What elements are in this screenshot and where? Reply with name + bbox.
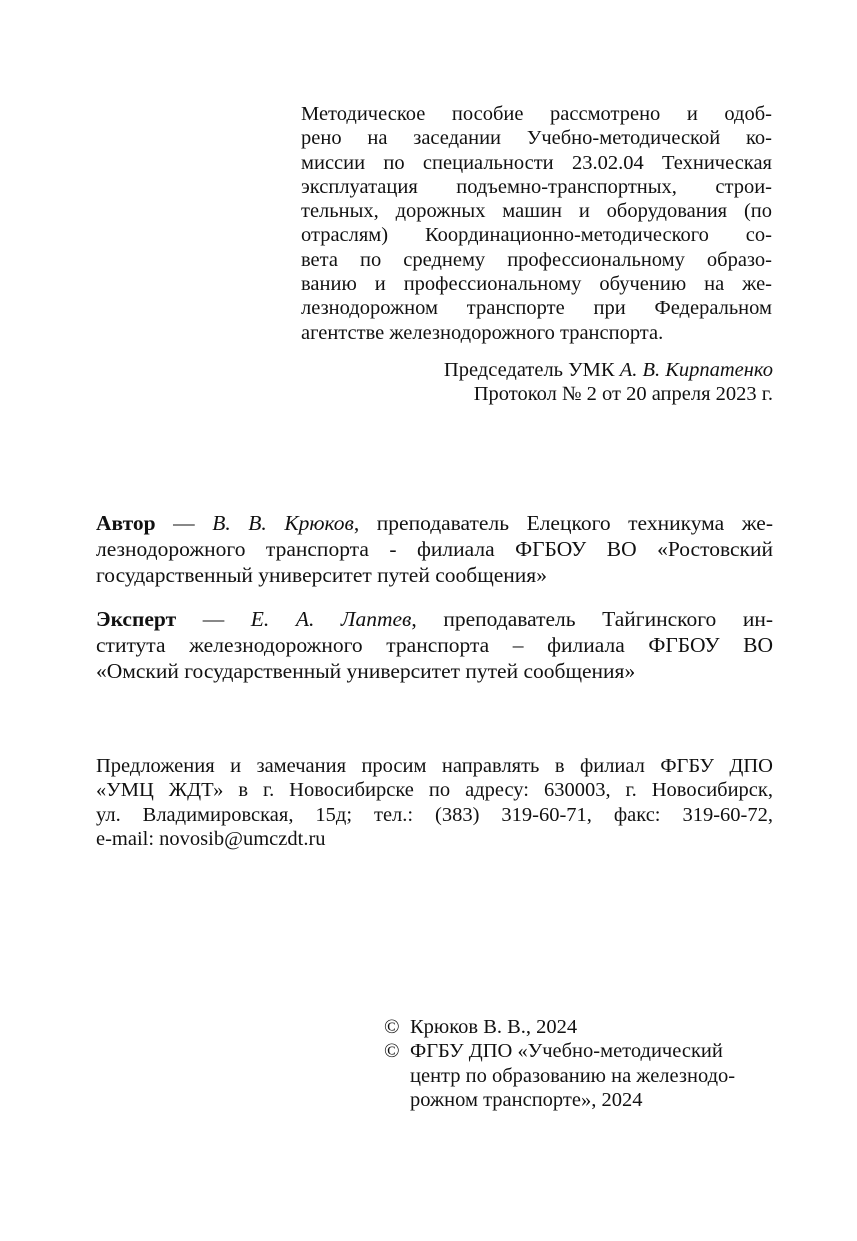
protocol-line: Протокол № 2 от 20 апреля 2023 г. (473, 383, 773, 406)
expert-paragraph (96, 606, 773, 684)
approval-line: миссии по специальности 23.02.04 Техническая (301, 151, 772, 174)
feedback-line: ул. Владимировская, 15д; тел.: (383) 319-60-71, факс: 319-60-72, (96, 803, 773, 826)
author-line: государственный университет путей сообщения» (96, 563, 547, 587)
expert-line: «Омский государственный университет путей сообщения» (96, 659, 636, 683)
approval-line: вета по среднему профессиональному образо- (301, 248, 772, 271)
approval-line: Методическое пособие рассмотрено и одоб- (301, 103, 772, 125)
chairman-line (301, 358, 773, 382)
copyright-publisher-continued: рожном транспорте», 2024 (410, 1088, 643, 1111)
author-line (96, 510, 773, 536)
approval-line: отраслям) Координационно-методического со- (301, 224, 772, 247)
copyright-block (384, 1015, 774, 1112)
approval-paragraph (301, 102, 772, 345)
copyright-publisher-continued: центр по образованию на железнодо- (410, 1064, 736, 1087)
approval-line: лезнодорожном транспорте при Федеральном (301, 297, 772, 320)
feedback-paragraph (96, 754, 773, 851)
author-dash: — (155, 511, 213, 535)
feedback-line: Предложения и замечания просим направлять в филиал ФГБУ ДПО (96, 755, 773, 777)
expert-line: ститута железнодорожного транспорта – филиала ФГБОУ ВО (96, 633, 773, 657)
approval-line: рено на заседании Учебно-методической ко- (301, 127, 772, 150)
author-description: , преподаватель Елецкого техникума же- (353, 511, 774, 535)
author-name: В. В. Крюков (212, 511, 354, 535)
approval-line: эксплуатация подъемно-транспортных, строи- (301, 175, 772, 198)
chairman-signature-block (301, 358, 773, 407)
feedback-email-line: e-mail: novosib@umczdt.ru (96, 827, 326, 850)
copyright-publisher-text: ФГБУ ДПО «Учебно-методический (410, 1040, 723, 1063)
copyright-author (384, 1015, 774, 1039)
author-label: Автор (96, 511, 156, 535)
copyright-publisher (384, 1039, 774, 1063)
feedback-line: «УМЦ ЖДТ» в г. Новосибирске по адресу: 630003, г. Новосибирск, (96, 779, 773, 802)
expert-description: , преподаватель Тайгинского ин- (411, 607, 774, 631)
copyright-symbol: © (384, 1040, 400, 1063)
expert-name: Е. А. Лаптев (250, 607, 412, 631)
author-paragraph (96, 510, 773, 588)
chairman-title: Председатель УМК (443, 359, 620, 381)
chairman-name: А. В. Кирпатенко (619, 359, 773, 381)
copyright-symbol: © (384, 1016, 400, 1038)
approval-line: ванию и профессиональному обучению на же- (301, 273, 772, 296)
approval-line: тельных, дорожных машин и оборудования (по (301, 200, 772, 223)
author-line: лезнодорожного транспорта - филиала ФГБОУ ВО «Ростовский (96, 537, 773, 561)
expert-line (96, 606, 773, 632)
expert-dash: — (176, 607, 251, 631)
approval-line: агентстве железнодорожного транспорта. (301, 321, 664, 344)
expert-label: Эксперт (96, 607, 177, 631)
copyright-author-text: Крюков В. В., 2024 (410, 1016, 578, 1038)
